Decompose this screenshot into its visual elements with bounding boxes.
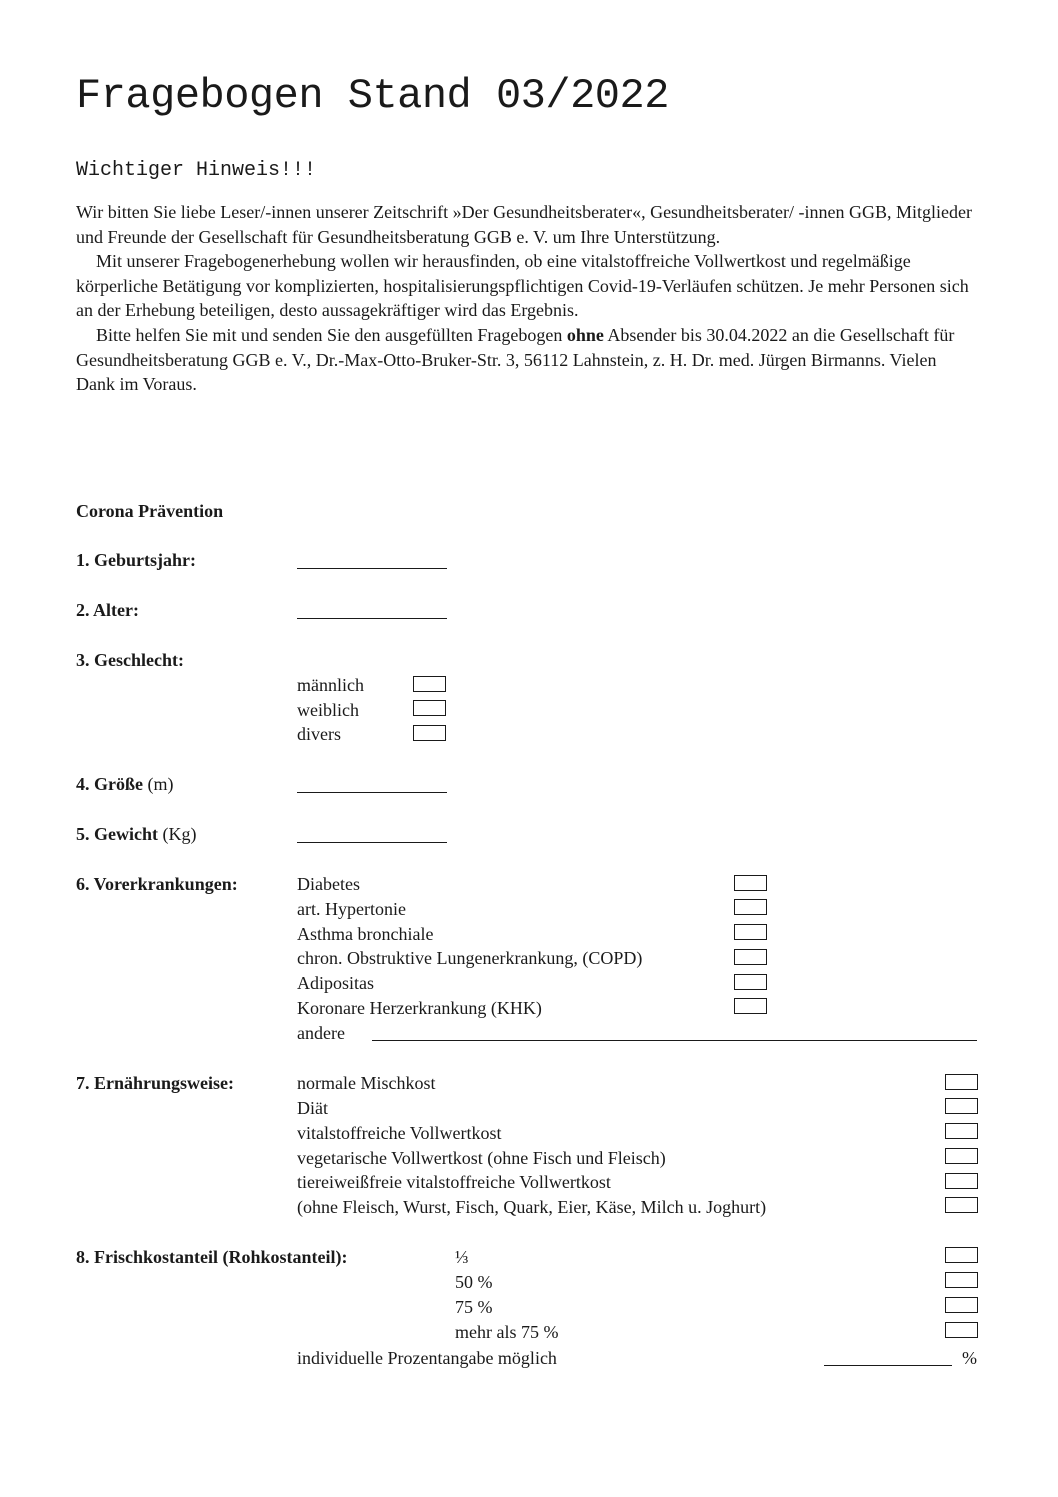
intro-text <box>76 200 976 397</box>
q6-option-asthma: Asthma bronchiale <box>297 924 434 944</box>
intro-paragraph-3: Bitte helfen Sie mit und senden Sie den ausgefüllten Fragebogen ohne Absender bis 30.04.2022 an die Gesellschaft für Gesundheitsberatung GGB e. V., Dr.-Max-Otto-Bruker-Str. 3, 56112 Lahnstein, z. H. Dr. med. Jürgen Birmanns. Vielen Dank im Voraus. <box>76 324 955 395</box>
q7-option-mischkost: normale Mischkost <box>297 1073 436 1093</box>
q3-option-female: weiblich <box>297 700 359 720</box>
section-title: Corona Prävention <box>76 501 224 521</box>
q7-checkbox-tiereiweissfrei[interactable] <box>945 1173 978 1189</box>
q3-checkbox-female[interactable] <box>413 700 446 716</box>
page-title: Fragebogen Stand 03/2022 <box>76 72 669 120</box>
q8-option-more-75: mehr als 75 % <box>455 1322 559 1342</box>
q7-checkbox-vegetarisch[interactable] <box>945 1148 978 1164</box>
q3-label: 3. Geschlecht: <box>76 650 184 670</box>
q2-answer-line[interactable] <box>297 618 447 619</box>
q2-label: 2. Alter: <box>76 600 139 620</box>
q7-checkbox-vollwertkost[interactable] <box>945 1123 978 1139</box>
q6-checkbox-khk[interactable] <box>734 998 767 1014</box>
q8-percent-answer-line[interactable] <box>824 1365 952 1366</box>
q8-checkbox-75[interactable] <box>945 1297 978 1313</box>
q8-checkbox-third[interactable] <box>945 1247 978 1263</box>
q6-option-khk: Koronare Herzerkrankung (KHK) <box>297 998 542 1018</box>
q8-individual-label: individuelle Prozentangabe möglich <box>297 1348 557 1368</box>
q7-option-diaet: Diät <box>297 1098 328 1118</box>
q8-option-third: ⅓ <box>455 1247 469 1267</box>
q3-option-male: männlich <box>297 675 364 695</box>
q7-checkbox-mischkost[interactable] <box>945 1074 978 1090</box>
q8-percent-sign: % <box>962 1348 977 1368</box>
intro-paragraph-2: Mit unserer Fragebogenerhebung wollen wir herausfinden, ob eine vitalstoffreiche Vollwertkost und regelmäßige körperliche Betätigung vor komplizierten, hospitalisierungspflichtigen Covid-19-Verläufen schützen. Je mehr Personen sich an der Erhebung beteiligen, desto aussagekräftiger wird das Ergebnis. <box>76 251 969 321</box>
q6-other-answer-line[interactable] <box>372 1040 977 1041</box>
q7-checkbox-note[interactable] <box>945 1197 978 1213</box>
q7-option-tiereiweissfrei: tiereiweißfreie vitalstoffreiche Vollwertkost <box>297 1172 611 1192</box>
q3-option-diverse: divers <box>297 724 341 744</box>
q8-checkbox-50[interactable] <box>945 1272 978 1288</box>
q3-checkbox-diverse[interactable] <box>413 725 446 741</box>
q7-option-vegetarisch: vegetarische Vollwertkost (ohne Fisch und Fleisch) <box>297 1148 666 1168</box>
q1-label: 1. Geburtsjahr: <box>76 550 196 570</box>
q6-checkbox-adipositas[interactable] <box>734 974 767 990</box>
q6-option-diabetes: Diabetes <box>297 874 360 894</box>
q6-option-adipositas: Adipositas <box>297 973 375 993</box>
q8-label: 8. Frischkostanteil (Rohkostanteil): <box>76 1247 348 1267</box>
q8-checkbox-more-75[interactable] <box>945 1322 978 1338</box>
intro-paragraph-1: Wir bitten Sie liebe Leser/-innen unserer Zeitschrift »Der Gesundheitsberater«, Gesundheitsberater/ -innen GGB, Mitglieder und Freunde der Gesellschaft für Gesundheitsberatung GGB e. V. um Ihre Unterstützung. <box>76 202 972 247</box>
intro-emphasis: ohne <box>566 324 604 345</box>
q4-answer-line[interactable] <box>297 792 447 793</box>
q6-checkbox-asthma[interactable] <box>734 924 767 940</box>
q8-option-50: 50 % <box>455 1272 493 1292</box>
q6-checkbox-copd[interactable] <box>734 949 767 965</box>
q4-label: 4. Größe (m) <box>76 774 174 794</box>
q7-checkbox-diaet[interactable] <box>945 1098 978 1114</box>
q6-option-hypertension: art. Hypertonie <box>297 899 406 919</box>
q1-answer-line[interactable] <box>297 568 447 569</box>
q7-option-vollwertkost: vitalstoffreiche Vollwertkost <box>297 1123 502 1143</box>
q5-label: 5. Gewicht (Kg) <box>76 824 197 844</box>
q3-checkbox-male[interactable] <box>413 676 446 692</box>
q6-label: 6. Vorerkrankungen: <box>76 874 238 894</box>
q6-option-other: andere <box>297 1023 345 1043</box>
q7-option-note: (ohne Fleisch, Wurst, Fisch, Quark, Eier, Käse, Milch u. Joghurt) <box>297 1197 767 1217</box>
q6-option-copd: chron. Obstruktive Lungenerkrankung, (COPD) <box>297 948 643 968</box>
q6-checkbox-diabetes[interactable] <box>734 875 767 891</box>
q8-option-75: 75 % <box>455 1297 493 1317</box>
q6-checkbox-hypertension[interactable] <box>734 899 767 915</box>
q7-label: 7. Ernährungsweise: <box>76 1073 235 1093</box>
notice-heading: Wichtiger Hinweis!!! <box>76 159 317 182</box>
q5-answer-line[interactable] <box>297 842 447 843</box>
